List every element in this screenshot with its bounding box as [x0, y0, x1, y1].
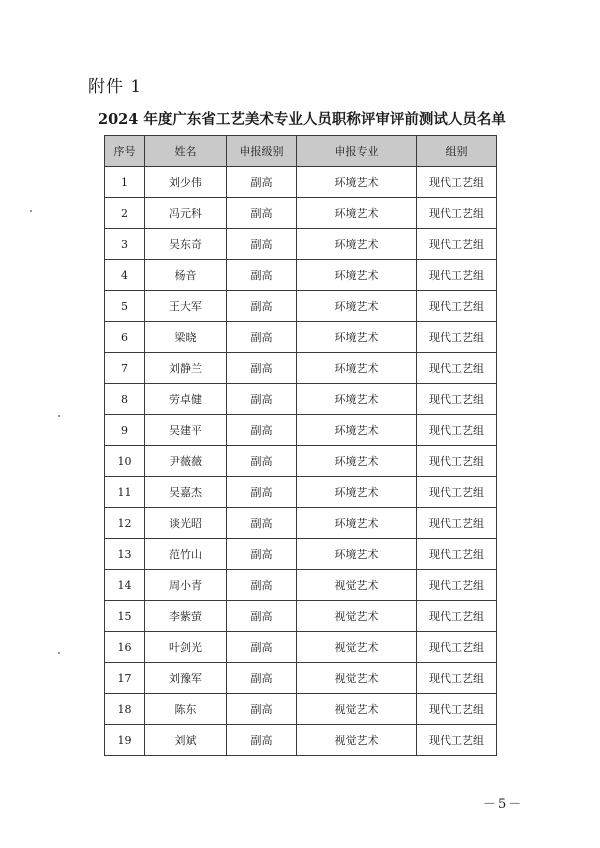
table-body [105, 167, 497, 756]
cell-group: 现代工艺组 [417, 725, 497, 756]
cell-number: 3 [105, 229, 145, 260]
cell-level: 副高 [227, 725, 297, 756]
cell-group: 现代工艺组 [417, 446, 497, 477]
table-row [105, 384, 497, 415]
cell-level: 副高 [227, 663, 297, 694]
cell-number: 2 [105, 198, 145, 229]
cell-group: 现代工艺组 [417, 415, 497, 446]
cell-group: 现代工艺组 [417, 570, 497, 601]
table-row [105, 601, 497, 632]
table-row [105, 508, 497, 539]
cell-level: 副高 [227, 570, 297, 601]
table-row [105, 446, 497, 477]
cell-name: 尹薇薇 [145, 446, 227, 477]
table-row [105, 167, 497, 198]
cell-major: 视觉艺术 [297, 570, 417, 601]
cell-major: 视觉艺术 [297, 663, 417, 694]
cell-name: 陈东 [145, 694, 227, 725]
table-row [105, 632, 497, 663]
cell-major: 环境艺术 [297, 291, 417, 322]
cell-number: 17 [105, 663, 145, 694]
table-row [105, 353, 497, 384]
cell-major: 环境艺术 [297, 260, 417, 291]
cell-name: 刘静兰 [145, 353, 227, 384]
header-cell-name: 姓名 [145, 136, 227, 167]
table-header-row [105, 136, 497, 167]
cell-group: 现代工艺组 [417, 229, 497, 260]
table-row [105, 229, 497, 260]
cell-level: 副高 [227, 322, 297, 353]
cell-group: 现代工艺组 [417, 632, 497, 663]
cell-group: 现代工艺组 [417, 694, 497, 725]
cell-group: 现代工艺组 [417, 477, 497, 508]
cell-major: 环境艺术 [297, 353, 417, 384]
cell-name: 刘少伟 [145, 167, 227, 198]
cell-major: 视觉艺术 [297, 725, 417, 756]
table-row [105, 291, 497, 322]
cell-major: 环境艺术 [297, 322, 417, 353]
cell-group: 现代工艺组 [417, 353, 497, 384]
table-row [105, 198, 497, 229]
cell-major: 环境艺术 [297, 198, 417, 229]
cell-number: 19 [105, 725, 145, 756]
attachment-label: 附件 1 [88, 77, 143, 97]
cell-level: 副高 [227, 260, 297, 291]
cell-major: 视觉艺术 [297, 694, 417, 725]
header-cell-group: 组别 [417, 136, 497, 167]
cell-level: 副高 [227, 167, 297, 198]
cell-level: 副高 [227, 694, 297, 725]
cell-name: 周小青 [145, 570, 227, 601]
cell-group: 现代工艺组 [417, 167, 497, 198]
cell-major: 视觉艺术 [297, 632, 417, 663]
table-row [105, 539, 497, 570]
cell-group: 现代工艺组 [417, 322, 497, 353]
cell-number: 18 [105, 694, 145, 725]
cell-name: 杨音 [145, 260, 227, 291]
cell-name: 吴嘉杰 [145, 477, 227, 508]
cell-major: 环境艺术 [297, 415, 417, 446]
cell-group: 现代工艺组 [417, 291, 497, 322]
cell-level: 副高 [227, 198, 297, 229]
cell-level: 副高 [227, 477, 297, 508]
cell-name: 王大军 [145, 291, 227, 322]
cell-name: 刘豫军 [145, 663, 227, 694]
cell-name: 梁晓 [145, 322, 227, 353]
cell-number: 10 [105, 446, 145, 477]
cell-number: 13 [105, 539, 145, 570]
cell-group: 现代工艺组 [417, 663, 497, 694]
scan-speck [58, 652, 60, 654]
cell-name: 冯元科 [145, 198, 227, 229]
cell-name: 吴东奇 [145, 229, 227, 260]
header-cell-level: 申报级别 [227, 136, 297, 167]
cell-major: 环境艺术 [297, 508, 417, 539]
cell-name: 谈光昭 [145, 508, 227, 539]
cell-major: 环境艺术 [297, 477, 417, 508]
table-row [105, 570, 497, 601]
scan-speck [58, 415, 60, 417]
header-cell-major: 申报专业 [297, 136, 417, 167]
cell-level: 副高 [227, 446, 297, 477]
cell-major: 环境艺术 [297, 446, 417, 477]
cell-number: 11 [105, 477, 145, 508]
cell-number: 8 [105, 384, 145, 415]
cell-name: 劳卓健 [145, 384, 227, 415]
cell-level: 副高 [227, 229, 297, 260]
cell-group: 现代工艺组 [417, 384, 497, 415]
roster-table [104, 135, 497, 756]
cell-number: 9 [105, 415, 145, 446]
cell-level: 副高 [227, 291, 297, 322]
cell-level: 副高 [227, 632, 297, 663]
page-number: －5－ [483, 797, 524, 812]
table-row [105, 725, 497, 756]
table-row [105, 415, 497, 446]
cell-level: 副高 [227, 539, 297, 570]
cell-number: 14 [105, 570, 145, 601]
cell-level: 副高 [227, 601, 297, 632]
cell-number: 16 [105, 632, 145, 663]
cell-major: 环境艺术 [297, 167, 417, 198]
header-cell-number: 序号 [105, 136, 145, 167]
cell-group: 现代工艺组 [417, 508, 497, 539]
cell-major: 视觉艺术 [297, 601, 417, 632]
cell-group: 现代工艺组 [417, 539, 497, 570]
cell-major: 环境艺术 [297, 539, 417, 570]
document-title: 2024 年度广东省工艺美术专业人员职称评审评前测试人员名单 [98, 111, 506, 128]
cell-number: 7 [105, 353, 145, 384]
cell-major: 环境艺术 [297, 229, 417, 260]
cell-level: 副高 [227, 384, 297, 415]
cell-group: 现代工艺组 [417, 260, 497, 291]
cell-major: 环境艺术 [297, 384, 417, 415]
table-row [105, 694, 497, 725]
table-row [105, 663, 497, 694]
cell-number: 6 [105, 322, 145, 353]
cell-level: 副高 [227, 353, 297, 384]
cell-name: 李紫萤 [145, 601, 227, 632]
cell-group: 现代工艺组 [417, 601, 497, 632]
cell-number: 15 [105, 601, 145, 632]
cell-number: 5 [105, 291, 145, 322]
cell-name: 吴建平 [145, 415, 227, 446]
cell-number: 12 [105, 508, 145, 539]
cell-level: 副高 [227, 415, 297, 446]
cell-number: 1 [105, 167, 145, 198]
cell-level: 副高 [227, 508, 297, 539]
scan-speck [30, 210, 32, 212]
cell-group: 现代工艺组 [417, 198, 497, 229]
cell-name: 刘斌 [145, 725, 227, 756]
table-row [105, 477, 497, 508]
table-row [105, 260, 497, 291]
cell-name: 范竹山 [145, 539, 227, 570]
table-row [105, 322, 497, 353]
cell-name: 叶剑光 [145, 632, 227, 663]
cell-number: 4 [105, 260, 145, 291]
